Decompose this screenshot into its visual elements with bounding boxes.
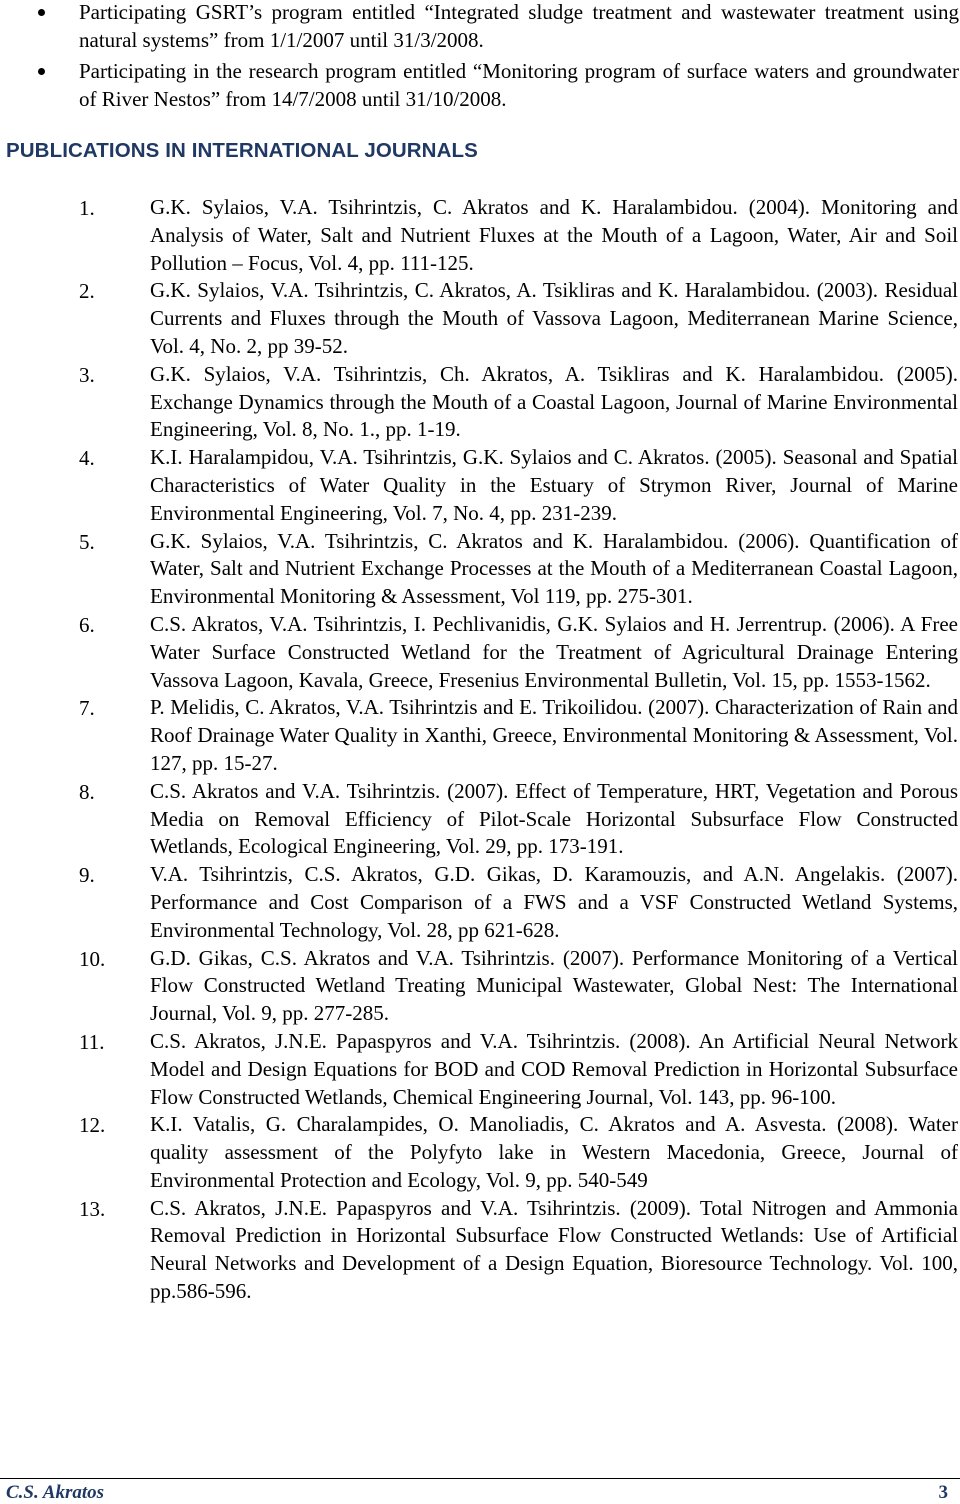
publication-number: 6. bbox=[79, 612, 95, 637]
page-number: 3 bbox=[938, 1482, 948, 1503]
publication-number: 7. bbox=[79, 696, 95, 721]
publication-item bbox=[0, 1028, 960, 1111]
publication-number: 13. bbox=[79, 1196, 106, 1221]
publication-citation: G.K. Sylaios, V.A. Tsihrintzis, C. Akratos and K. Haralambidou. (2004). Monitoring and Analysis of Water, Salt and Nutrient Fluxes at the Mouth of a Lagoon, Water, Air and Soil Pollution – Focus, Vol. 4, pp. 111-125. bbox=[150, 195, 958, 275]
publication-number: 4. bbox=[79, 446, 95, 471]
publication-citation: C.S. Akratos, J.N.E. Papaspyros and V.A. Tsihrintzis. (2008). An Artificial Neural Network Model and Design Equations for BOD and COD Removal Prediction in Horizontal Subsurface Flow Constructed Wetlands, Chemical Engineering Journal, Vol. 143, pp. 96-100. bbox=[150, 1028, 958, 1109]
publication-number: 12. bbox=[79, 1113, 106, 1138]
publication-item bbox=[0, 528, 960, 611]
publication-number: 1. bbox=[79, 196, 95, 220]
footer-divider bbox=[0, 1478, 960, 1479]
bullet-item bbox=[0, 57, 960, 113]
publication-citation: C.S. Akratos, V.A. Tsihrintzis, I. Pechlivanidis, G.K. Sylaios and H. Jerrentrup. (2006). A Free Water Surface Constructed Wetland for the Treatment of Agricultural Drainage Entering Vassova Lagoon, Kavala, Greece, Fresenius Environmental Bulletin, Vol. 15, pp. 1553-1562. bbox=[150, 611, 958, 692]
publication-number: 3. bbox=[79, 362, 95, 387]
publication-citation: G.K. Sylaios, V.A. Tsihrintzis, C. Akratos, A. Tsikliras and K. Haralambidou. (2003). Residual Currents and Fluxes through the Mouth of Vassova Lagoon, Mediterranean Marine Science, Vol. 4, No. 2, pp 39-52. bbox=[150, 278, 958, 358]
publication-item bbox=[0, 861, 960, 944]
publication-item bbox=[0, 945, 960, 1028]
publication-citation: G.K. Sylaios, V.A. Tsihrintzis, C. Akratos and K. Haralambidou. (2006). Quantification of Water, Salt and Nutrient Exchange Processes at the Mouth of a Mediterranean Coastal Lagoon, Environmental Monitoring & Assessment, Vol 119, pp. 275-301. bbox=[150, 528, 958, 609]
publication-citation: G.K. Sylaios, V.A. Tsihrintzis, Ch. Akratos, A. Tsikliras and K. Haralambidou. (2005). Exchange Dynamics through the Mouth of a Coastal Lagoon, Journal of Marine Environmental Engineering, Vol. 8, No. 1., pp. 1-19. bbox=[150, 361, 958, 442]
publication-citation: P. Melidis, C. Akratos, V.A. Tsihrintzis and E. Trikoilidou. (2007). Characterization of Rain and Roof Drainage Water Quality in Xanthi, Greece, Environmental Monitoring & Assessment, Vol. 127, pp. 15-27. bbox=[150, 695, 958, 775]
publication-item bbox=[0, 444, 960, 527]
publication-item bbox=[0, 194, 960, 277]
publication-item bbox=[0, 1195, 960, 1306]
section-heading: PUBLICATIONS IN INTERNATIONAL JOURNALS bbox=[6, 139, 478, 162]
bullet-icon bbox=[38, 9, 45, 16]
publication-item bbox=[0, 277, 960, 360]
bullet-text: Participating GSRT’s program entitled “Integrated sludge treatment and wastewater treatment using natural systems” from 1/1/2007 until 31/3/2008. bbox=[79, 0, 959, 52]
publication-item bbox=[0, 361, 960, 444]
publication-number: 9. bbox=[79, 863, 95, 888]
publication-citation: G.D. Gikas, C.S. Akratos and V.A. Tsihrintzis. (2007). Performance Monitoring of a Vertical Flow Constructed Wetland Treating Municipal Wastewater, Global Nest: The International Journal, Vol. 9, pp. 277-285. bbox=[150, 945, 958, 1026]
publication-item bbox=[0, 778, 960, 861]
publication-number: 10. bbox=[79, 946, 106, 971]
publication-number: 11. bbox=[79, 1029, 105, 1054]
publication-citation: K.I. Haralampidou, V.A. Tsihrintzis, G.K. Sylaios and C. Akratos. (2005). Seasonal and Spatial Characteristics of Water Quality in the Estuary of Strymon River, Journal of Marine Environmental Engineering, Vol. 7, No. 4, pp. 231-239. bbox=[150, 445, 958, 525]
project-bullet-list bbox=[0, 0, 960, 116]
publication-citation: C.S. Akratos, J.N.E. Papaspyros and V.A. Tsihrintzis. (2009). Total Nitrogen and Ammonia Removal Prediction in Horizontal Subsurface Flow Constructed Wetlands: Use of Artificial Neural Networks and Development of a Design Equation, Bioresource Technology. Vol. 100, pp.586-596. bbox=[150, 1195, 958, 1304]
publication-number: 8. bbox=[79, 779, 95, 804]
publication-citation: C.S. Akratos and V.A. Tsihrintzis. (2007). Effect of Temperature, HRT, Vegetation and Porous Media on Removal Efficiency of Pilot-Scale Horizontal Subsurface Flow Constructed Wetlands, Ecological Engineering, Vol. 29, pp. 173-191. bbox=[150, 778, 958, 859]
publication-item bbox=[0, 694, 960, 777]
bullet-icon bbox=[38, 68, 45, 75]
publication-item bbox=[0, 611, 960, 694]
publication-item bbox=[0, 1111, 960, 1194]
publication-number: 5. bbox=[79, 529, 95, 554]
publication-citation: V.A. Tsihrintzis, C.S. Akratos, G.D. Gikas, D. Karamouzis, and A.N. Angelakis. (2007). Performance and Cost Comparison of a FWS and a VSF Constructed Wetland Systems, Environmental Technology, Vol. 28, pp 621-628. bbox=[150, 862, 958, 942]
bullet-text: Participating in the research program entitled “Monitoring program of surface waters and groundwater of River Nestos” from 14/7/2008 until 31/10/2008. bbox=[79, 59, 959, 111]
bullet-item bbox=[0, 0, 960, 54]
publication-citation: K.I. Vatalis, G. Charalampides, O. Manoliadis, C. Akratos and A. Asvesta. (2008). Water quality assessment of the Polyfyto lake in Western Macedonia, Greece, Journal of Environmental Protection and Ecology, Vol. 9, pp. 540-549 bbox=[150, 1112, 958, 1192]
publication-list bbox=[0, 194, 960, 1306]
publication-number: 2. bbox=[79, 279, 95, 304]
footer-author: C.S. Akratos bbox=[6, 1482, 105, 1503]
